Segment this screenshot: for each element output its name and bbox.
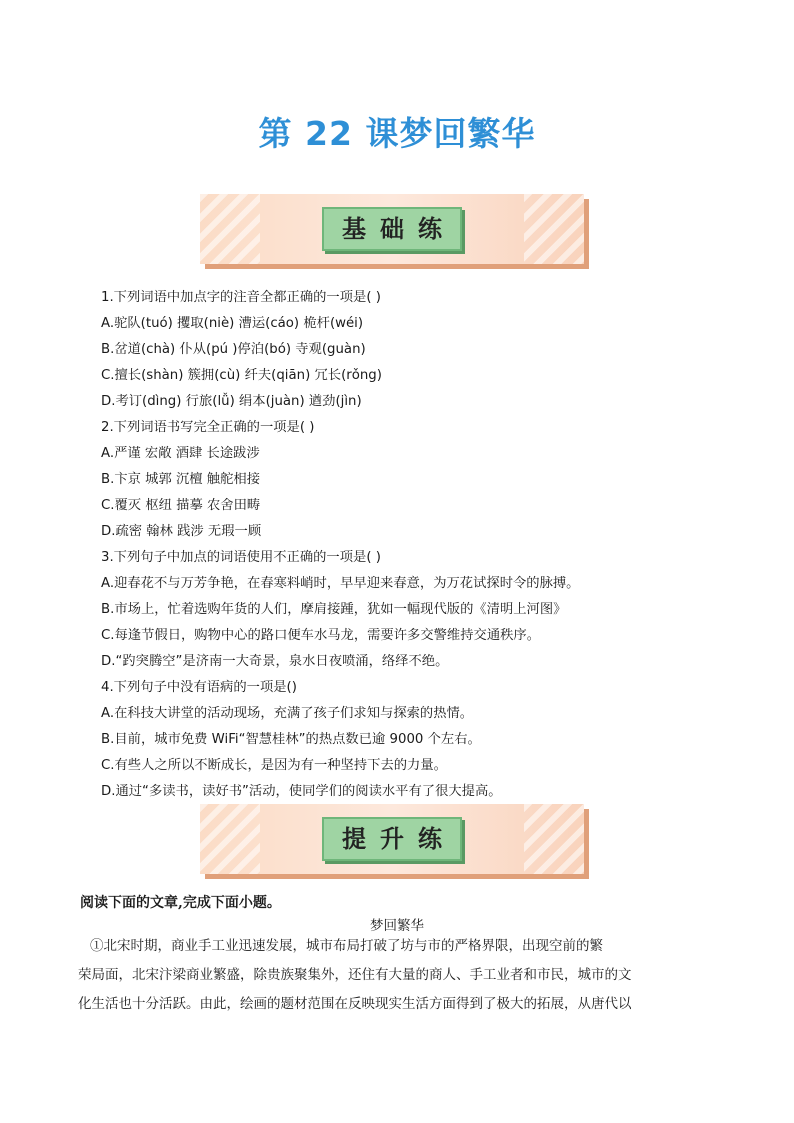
question-line: D.疏密 翰林 践涉 无瑕一顾 xyxy=(101,524,262,539)
question-line: 3.下列句子中加点的词语使用不正确的一项是( ) xyxy=(101,550,381,565)
banner-stripes-left xyxy=(200,804,260,874)
section-banner-basic xyxy=(200,194,592,268)
question-line: 4.下列句子中没有语病的一项是() xyxy=(101,680,297,695)
article-paragraph xyxy=(78,932,726,1019)
banner-stripes-right xyxy=(524,804,584,874)
banner-stripes-left xyxy=(200,194,260,264)
question-line: D.通过“多读书，读好书”活动，使同学们的阅读水平有了很大提高。 xyxy=(101,784,502,799)
question-line: B.卞京 城郭 沉檀 触舵相接 xyxy=(101,472,260,487)
question-line: A.在科技大讲堂的活动现场，充满了孩子们求知与探索的热情。 xyxy=(101,706,474,721)
banner-label-basic: 基础练 xyxy=(322,207,462,251)
banner-stripes-right xyxy=(524,194,584,264)
question-line: C.每逢节假日，购物中心的路口便车水马龙，需要许多交警维持交通秩序。 xyxy=(101,628,541,643)
paragraph-line: ①北宋时期，商业手工业迅速发展，城市布局打破了坊与市的严格界限，出现空前的繁 xyxy=(90,938,603,954)
paragraph-line: 荣局面，北宋汴梁商业繁盛，除贵族聚集外，还住有大量的商人、手工业者和市民，城市的文 xyxy=(78,967,632,983)
paragraph-line: 化生活也十分活跃。由此，绘画的题材范围在反映现实生活方面得到了极大的拓展，从唐代以 xyxy=(78,996,632,1012)
article-title: 梦回繁华 xyxy=(370,918,424,934)
section-banner-advanced xyxy=(200,804,592,878)
question-line: 2.下列词语书写完全正确的一项是( ) xyxy=(101,420,315,435)
question-line: C.擅长(shàn) 簇拥(cù) 纤夫(qiān) 冗长(rǒng) xyxy=(101,368,382,383)
question-line: B.目前，城市免费 WiFi“智慧桂林”的热点数已逾 9000 个左右。 xyxy=(101,732,481,747)
question-line: C.覆灭 枢纽 描摹 农舍田畴 xyxy=(101,498,261,513)
banner-label-advanced: 提升练 xyxy=(322,817,462,861)
question-line: D.考订(dìng) 行旅(lǚ) 绢本(juàn) 遒劲(jìn) xyxy=(101,394,362,409)
question-line: A.驼队(tuó) 攫取(niè) 漕运(cáo) 桅杆(wéi) xyxy=(101,316,364,331)
question-line: D.“趵突腾空”是济南一大奇景，泉水日夜喷涌，络绎不绝。 xyxy=(101,654,449,669)
question-line: A.迎春花不与万芳争艳，在春寒料峭时，早早迎来春意，为万花试探时令的脉搏。 xyxy=(101,576,580,591)
question-line: 1.下列词语中加点字的注音全都正确的一项是( ) xyxy=(101,290,381,305)
question-line: C.有些人之所以不断成长，是因为有一种坚持下去的力量。 xyxy=(101,758,447,773)
question-line: B.市场上，忙着选购年货的人们，摩肩接踵，犹如一幅现代版的《清明上河图》 xyxy=(101,602,567,617)
page-title: 第 22 课梦回繁华 xyxy=(258,114,536,153)
question-line: A.严谨 宏敞 酒肆 长途跋涉 xyxy=(101,446,260,461)
reading-instruction: 阅读下面的文章,完成下面小题。 xyxy=(80,895,281,911)
question-line: B.岔道(chà) 仆从(pú )停泊(bó) 寺观(guàn) xyxy=(101,342,366,357)
